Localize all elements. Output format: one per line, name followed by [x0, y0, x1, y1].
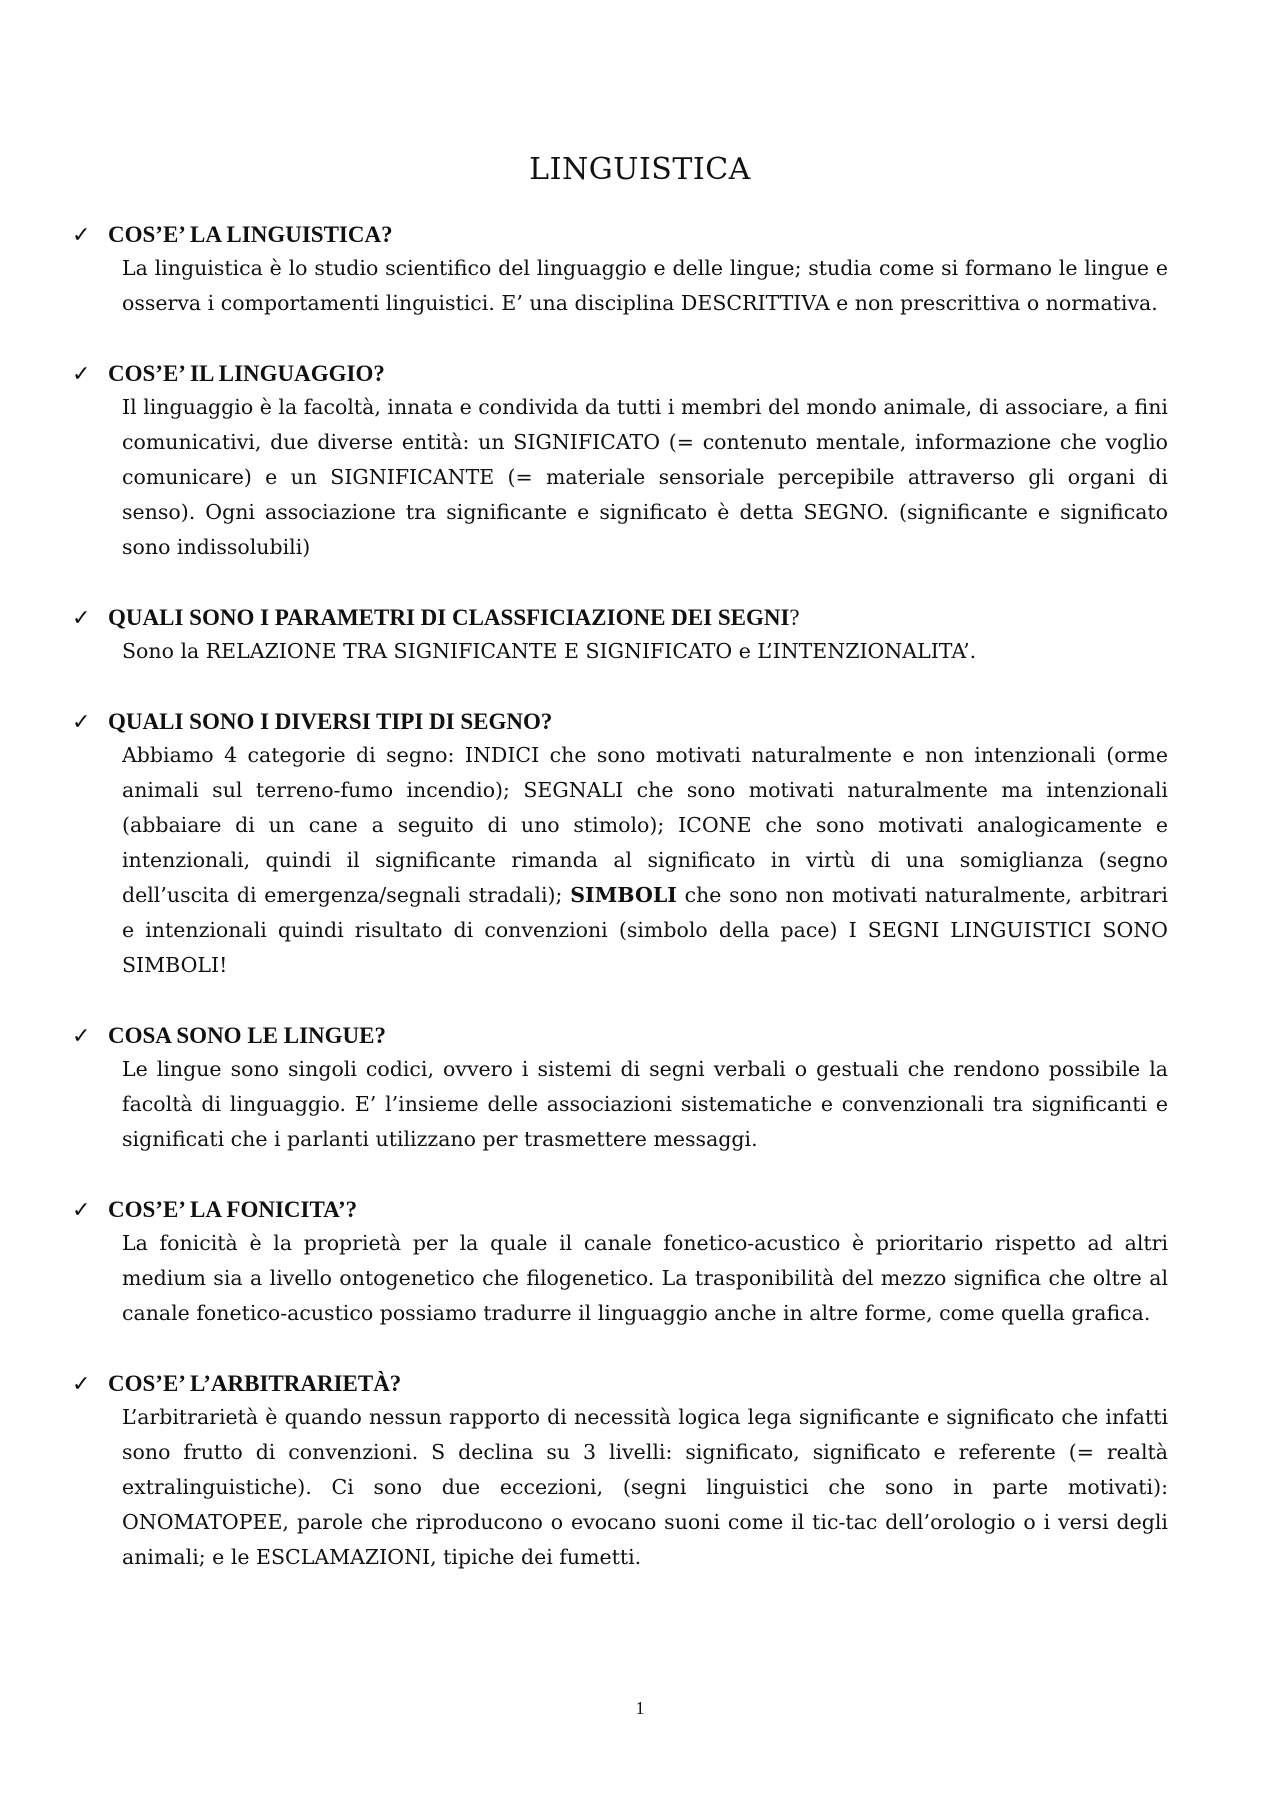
answer-text: Le lingue sono singoli codici, ovvero i sistemi di segni verbali o gestuali che rendono possibile la facoltà di linguaggio. E’ l’insieme delle associazioni sistematiche e convenzionali tra significanti e significati che i parlanti utilizzano per trasmettere messaggi. [122, 1057, 1168, 1151]
checkmark-icon: ✓ [72, 362, 91, 387]
checkmark-icon: ✓ [72, 1372, 91, 1397]
question-text: COSA SONO LE LINGUE? [108, 1023, 386, 1048]
section-parametri [72, 603, 1168, 669]
question-text: COS’E’ LA FONICITA’? [108, 1197, 358, 1222]
checkmark-icon: ✓ [72, 1198, 91, 1223]
question-text: COS’E’ IL LINGUAGGIO? [108, 361, 385, 386]
question-heading [72, 603, 1168, 634]
question-text: COS’E’ LA LINGUISTICA? [108, 222, 393, 247]
checkmark-icon: ✓ [72, 223, 91, 248]
question-text: COS’E’ L’ARBITRARIETÀ? [108, 1371, 402, 1396]
answer-part: Abbiamo 4 categorie di segno: INDICI che sono motivati naturalmente e non intenzionali (orme animali sul terreno-fumo incendio); SEGNALI che sono motivati naturalmente ma intenzionali (abbaiare di un cane a seguito di uno stimolo); ICONE che sono motivati analogicamente e intenzionali, quindi il significante rimanda al significato in virtù di una somiglianza (segno dell’uscita di emergenza/segnali stradali); [122, 743, 1168, 907]
checkmark-icon: ✓ [72, 606, 91, 631]
question-heading [72, 220, 1168, 251]
section-lingue [72, 1021, 1168, 1157]
answer-part: che sono non motivati naturalmente, arbitrari e intenzionali quindi risultato di convenzioni (simbolo della pace) I SEGNI LINGUISTICI SONO SIMBOLI! [122, 883, 1168, 977]
answer-text: Il linguaggio è la facoltà, innata e condivida da tutti i membri del mondo animale, di associare, a fini comunicativi, due diverse entità: un SIGNIFICATO (= contenuto mentale, informazione che voglio comunicare) e un SIGNIFICANTE (= materiale sensoriale percepibile attraverso gli organi di senso). Ogni associazione tra significante e significato è detta SEGNO. (significante e significato sono indissolubili) [122, 395, 1168, 559]
checkmark-icon: ✓ [72, 710, 91, 735]
page-title: LINGUISTICA [529, 152, 751, 187]
question-heading [72, 707, 1168, 738]
question-heading [72, 359, 1168, 390]
answer-text: Sono la RELAZIONE TRA SIGNIFICANTE E SIGNIFICATO e L’INTENZIONALITA’. [122, 639, 977, 663]
question-heading [72, 1195, 1168, 1226]
question-text: QUALI SONO I DIVERSI TIPI DI SEGNO? [108, 709, 553, 734]
question-heading [72, 1369, 1168, 1400]
section-linguistica [72, 220, 1168, 321]
question-text: QUALI SONO I PARAMETRI DI CLASSFICIAZIONE DEI SEGNI [108, 605, 790, 630]
checkmark-icon: ✓ [72, 1024, 91, 1049]
answer-bold-term: SIMBOLI [570, 883, 677, 907]
answer-text: La linguistica è lo studio scientifico del linguaggio e delle lingue; studia come si formano le lingue e osserva i comportamenti linguistici. E’ una disciplina DESCRITTIVA e non prescrittiva o normativa. [122, 256, 1168, 315]
section-tipi-segno [72, 707, 1168, 983]
answer-text: L’arbitrarietà è quando nessun rapporto di necessità logica lega significante e significato che infatti sono frutto di convenzioni. S declina su 3 livelli: significato, significato e referente (= realtà extralinguistiche). Ci sono due eccezioni, (segni linguistici che sono in parte motivati): ONOMATOPEE, parole che riproducono o evocano suoni come il tic-tac dell’orologio o i versi degli animali; e le ESCLAMAZIONI, tipiche dei fumetti. [122, 1405, 1168, 1569]
section-linguaggio [72, 359, 1168, 565]
page-number: 1 [635, 1698, 645, 1718]
answer-text [122, 738, 1168, 983]
section-arbitrarieta [72, 1369, 1168, 1575]
question-suffix: ? [789, 605, 800, 630]
answer-text: La fonicità è la proprietà per la quale il canale fonetico-acustico è prioritario rispetto ad altri medium sia a livello ontogenetico che filogenetico. La trasponibilità del mezzo significa che oltre al canale fonetico-acustico possiamo tradurre il linguaggio anche in altre forme, come quella grafica. [122, 1231, 1168, 1325]
content-body [72, 220, 1168, 1613]
question-heading [72, 1021, 1168, 1052]
section-fonicita [72, 1195, 1168, 1331]
